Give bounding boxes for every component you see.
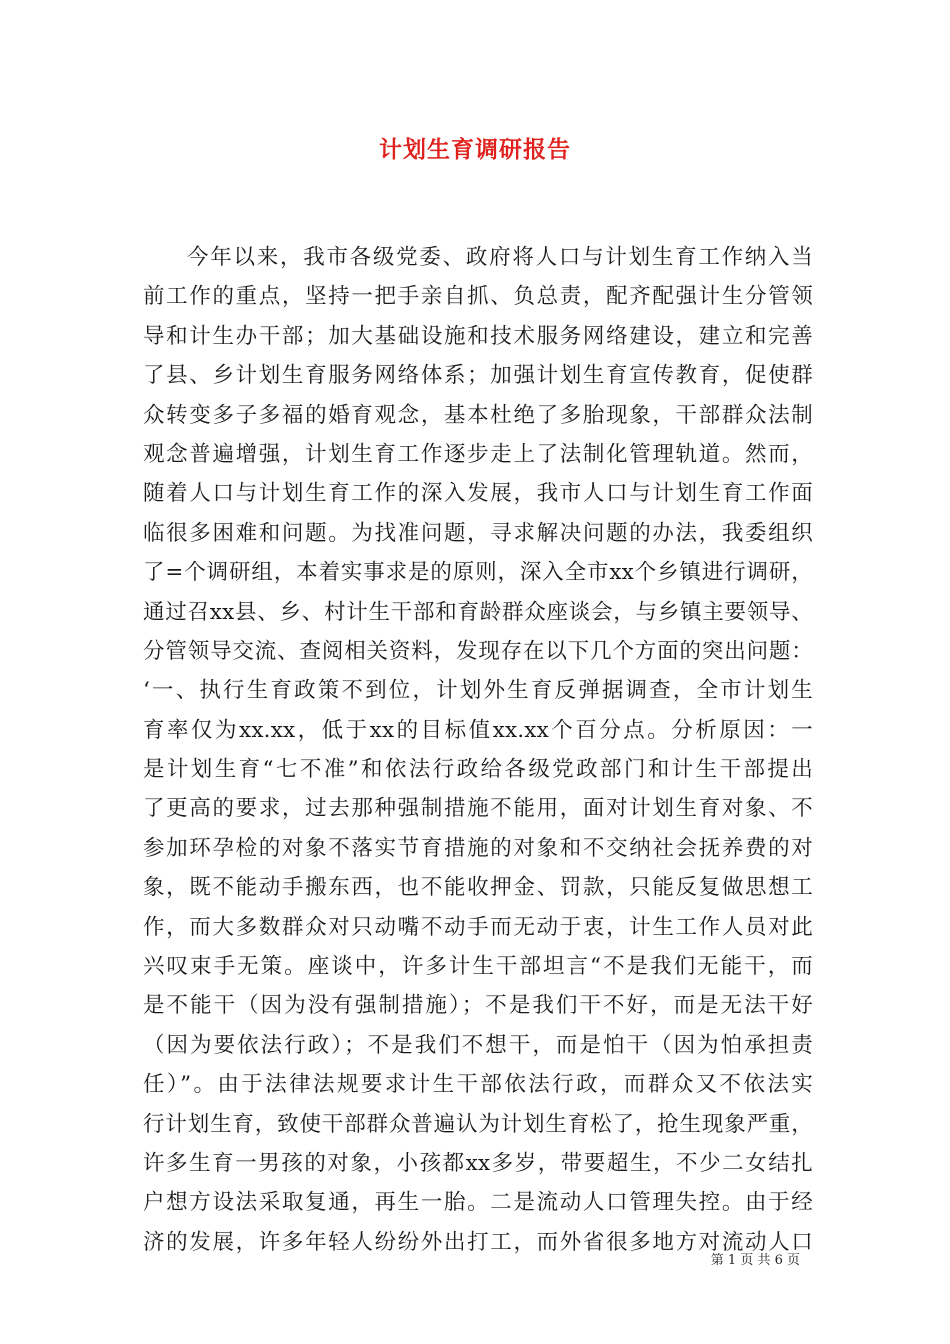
body-line: 任）”。由于法律法规要求计生干部依法行政，而群众又不依法实: [143, 1072, 813, 1098]
body-line: 今年以来，我市各级党委、政府将人口与计划生育工作纳入当: [187, 245, 813, 270]
body-line: 众转变多子多福的婚育观念，基本杜绝了多胎现象，干部群众法制: [143, 402, 813, 428]
body-line: ‘一、执行生育政策不到位，计划外生育反弹据调查，全市计划生: [143, 678, 813, 704]
body-line: 行计划生育，致使干部群众普遍认为计划生育松了，抢生现象严重，: [143, 1111, 813, 1137]
body-line: 济的发展，许多年轻人纷纷外出打工，而外省很多地方对流动人口: [143, 1229, 813, 1255]
body-line: 作，而大多数群众对只动嘴不动手而无动于衷，计生工作人员对此: [143, 914, 813, 940]
body-line: 分管领导交流、查阅相关资料，发现存在以下几个方面的突出问题：: [143, 638, 813, 664]
body-line: 象，既不能动手搬东西，也不能收押金、罚款，只能反复做思想工: [143, 875, 813, 901]
body-line: 随着人口与计划生育工作的深入发展，我市人口与计划生育工作面: [143, 481, 813, 507]
body-line: 户想方设法采取复通，再生一胎。二是流动人口管理失控。由于经: [143, 1190, 813, 1216]
body-line: 参加环孕检的对象不落实节育措施的对象和不交纳社会抚养费的对: [143, 835, 813, 861]
body-line: 了更高的要求，过去那种强制措施不能用，面对计划生育对象、不: [143, 796, 813, 822]
body-line: 了=个调研组，本着实事求是的原则，深入全市xx个乡镇进行调研，: [143, 560, 813, 586]
body-line: 许多生育一男孩的对象，小孩都xx多岁，带要超生，不少二女结扎: [143, 1150, 813, 1176]
body-line: 通过召xx县、乡、村计生干部和育龄群众座谈会，与乡镇主要领导、: [143, 599, 813, 625]
body-line: 观念普遍增强，计划生育工作逐步走上了法制化管理轨道。然而，: [143, 441, 813, 467]
body-line: （因为要依法行政）；不是我们不想干，而是怕干（因为怕承担责: [143, 1032, 813, 1058]
body-line: 兴叹束手无策。座谈中，许多计生干部坦言“不是我们无能干，而: [143, 954, 813, 980]
body-line: 是不能干（因为没有强制措施）；不是我们干不好，而是无法干好: [143, 993, 813, 1019]
body-line: 是计划生育“七不准”和依法行政给各级党政部门和计生干部提出: [143, 757, 813, 783]
body-line: 临很多困难和问题。为找准问题，寻求解决问题的办法，我委组织: [143, 520, 813, 546]
document-title: 计划生育调研报告: [379, 136, 571, 163]
document-body: [143, 238, 813, 1262]
body-line: 导和计生办干部；加大基础设施和技术服务网络建设，建立和完善: [143, 323, 813, 349]
body-line: 前工作的重点，坚持一把手亲自抓、负总责，配齐配强计生分管领: [143, 284, 813, 310]
body-line: 育率仅为xx.xx，低于xx的目标值xx.xx个百分点。分析原因：一: [143, 717, 813, 743]
page-number: 第 1 页 共 6 页: [710, 1253, 800, 1268]
body-line: 了县、乡计划生育服务网络体系；加强计划生育宣传教育，促使群: [143, 363, 813, 389]
